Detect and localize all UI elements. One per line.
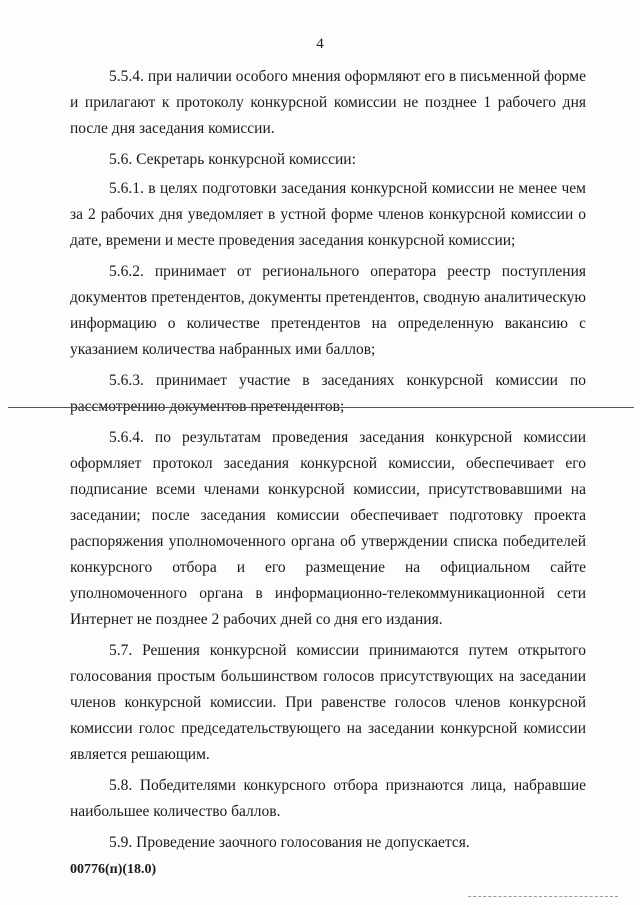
- page-number: 4: [316, 36, 324, 52]
- paragraph-5-5-4: 5.5.4. при наличии особого мнения оформляют его в письменной форме и прилагают к протоколу конкурсной комиссии не позднее 1 рабочего дня после дня заседания комиссии.: [70, 68, 586, 137]
- paragraph-5-6-2: 5.6.2. принимает от регионального оператора реестр поступления документов претендентов, документы претендентов, сводную аналитическую информацию о количестве претендентов на определенную вакансию с указанием количества набранных ими баллов;: [70, 263, 586, 358]
- page-fold-line: [8, 407, 634, 408]
- paragraph-5-6-4: 5.6.4. по результатам проведения заседания конкурсной комиссии оформляет протокол заседания конкурсной комиссии, обеспечивает его подписание всеми членами конкурсной комиссии, присутствовавшими на заседании; после заседания комиссии обеспечивает подготовку проекта распоряжения уполномоченного органа об утверждении списка победителей конкурсного отбора и его размещение на официальном сайте уполномоченного органа в информационно-телекоммуникационной сети Интернет не позднее 2 рабочих дней со дня его издания.: [70, 429, 586, 628]
- paragraph-5-9: 5.9. Проведение заочного голосования не допускается.: [109, 834, 470, 851]
- paragraph-5-6-3: 5.6.3. принимает участие в заседаниях конкурсной комиссии по рассмотрению документов претендентов;: [70, 372, 586, 415]
- paragraph-5-8: 5.8. Победителями конкурсного отбора признаются лица, набравшие наибольшее количество баллов.: [70, 777, 586, 820]
- paragraph-5-6-1: 5.6.1. в целях подготовки заседания конкурсной комиссии не менее чем за 2 рабочих дня уведомляет в устной форме членов конкурсной комиссии о дате, времени и месте проведения заседания конкурсной комиссии;: [70, 180, 586, 249]
- paragraph-5-7: 5.7. Решения конкурсной комиссии принимаются путем открытого голосования простым большинством голосов присутствующих на заседании членов конкурсной комиссии. При равенстве голосов членов конкурсной комиссии голос председательствующего на заседании конкурсной комиссии является решающим.: [70, 642, 586, 763]
- scan-artifact-line: [468, 896, 618, 897]
- document-body: [70, 64, 586, 861]
- document-code: 00776(п)(18.0): [70, 862, 157, 877]
- paragraph-5-6: 5.6. Секретарь конкурсной комиссии:: [109, 151, 356, 168]
